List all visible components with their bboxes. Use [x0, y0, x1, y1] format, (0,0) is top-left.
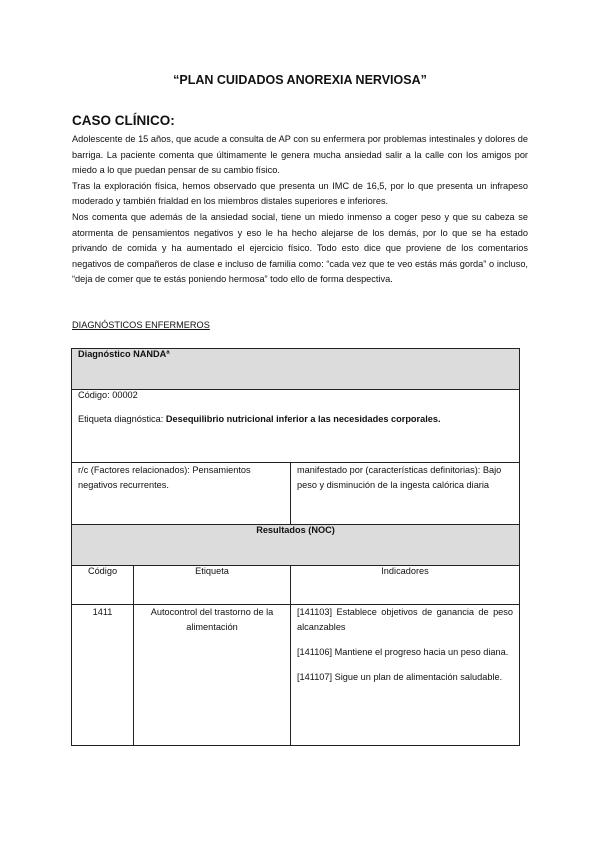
- indicator-item: [141106] Mantiene el progreso hacia un peso diana.: [297, 647, 509, 657]
- code-line: Código: 00002: [78, 390, 138, 400]
- noc-label: Autocontrol del trastorno de la alimentación: [134, 605, 291, 746]
- column-header-label: Etiqueta: [134, 566, 291, 605]
- document-title: “PLAN CUIDADOS ANOREXIA NERVIOSA”: [173, 73, 427, 87]
- results-header-row: [72, 525, 520, 566]
- nanda-label: Diagnóstico NANDAª: [72, 349, 520, 390]
- diagnosis-heading: DIAGNÓSTICOS ENFERMEROS: [72, 320, 210, 330]
- indicator-item: [141107] Sigue un plan de alimentación saludable.: [297, 672, 503, 682]
- indicator-item: [141103] Establece objetivos de ganancia de peso alcanzables: [297, 607, 513, 632]
- table-row: [72, 605, 520, 746]
- factors-row: [72, 463, 520, 525]
- manifested-by: manifestado por (características definitorias): Bajo peso y disminución de la ingesta calórica diaria: [291, 463, 520, 525]
- diagnostic-label: [78, 414, 513, 424]
- nanda-header-row: [72, 349, 520, 390]
- related-factors: r/c (Factores relacionados): Pensamientos negativos recurrentes.: [72, 463, 291, 525]
- case-heading: CASO CLÍNICO:: [72, 113, 175, 128]
- code-cell: [72, 390, 520, 463]
- results-heading: Resultados (NOC): [72, 525, 520, 566]
- case-paragraph: Tras la exploración física, hemos observado que presenta un IMC de 16,5, por lo que presenta un infrapeso moderado y también frialdad en los miembros distales superiores e inferiores.: [72, 180, 528, 207]
- code-row: [72, 390, 520, 463]
- column-header-code: Código: [72, 566, 134, 605]
- care-plan-table: [71, 348, 520, 746]
- case-body: [72, 132, 528, 288]
- noc-code: 1411: [72, 605, 134, 746]
- case-paragraph: Adolescente de 15 años, que acude a consulta de AP con su enfermera por problemas intestinales y dolores de barriga. La paciente comenta que últimamente le genera mucha ansiedad salir a la calle con los amigos por miedo a lo que puedan pensar de su cambio físico.: [72, 134, 528, 176]
- case-paragraph: Nos comenta que además de la ansiedad social, tiene un miedo inmenso a coger peso y que su cabeza se atormenta de pensamientos negativos y eso le ha hecho alejarse de los demás, por lo que se ha estado privando de comida y ha aumentado el ejercicio físico. Todo esto dice que proviene de los comentarios negativos de compañeros de clase e incluso de familia como: “cada vez que te veo estás más gorda” o incluso, “deja de comer que te estás poniendo hermosa” todo ello de forma despectiva.: [72, 211, 528, 285]
- diagnostic-label-value: Desequilibrio nutricional inferior a las necesidades corporales.: [165, 414, 441, 424]
- noc-indicators: [291, 605, 520, 746]
- column-header-indicators: Indicadores: [291, 566, 520, 605]
- diagnostic-label-prefix: Etiqueta diagnóstica:: [78, 414, 166, 424]
- column-header-row: [72, 566, 520, 605]
